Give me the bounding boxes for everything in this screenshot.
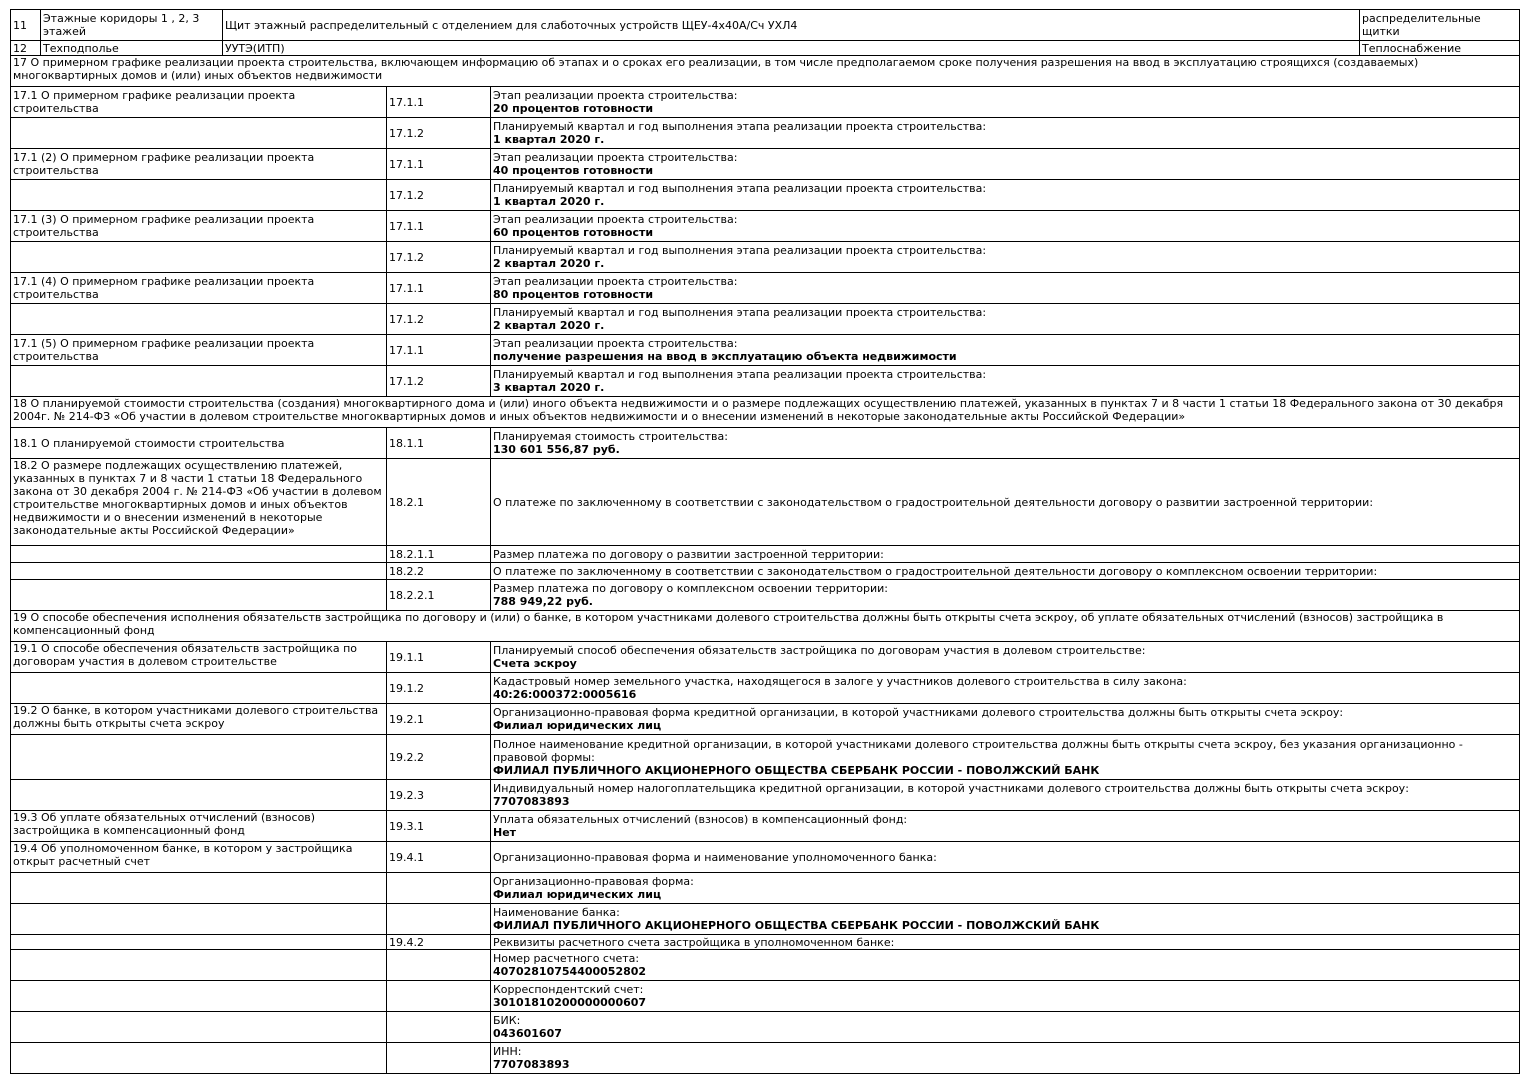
empty-cell <box>387 981 491 1012</box>
field-value: 1 квартал 2020 г. <box>493 133 605 146</box>
field-label: Планируемый квартал и год выполнения этапа реализации проекта строительства: <box>493 368 987 381</box>
section-18-header: 18 О планируемой стоимости строительства (создания) многоквартирного дома и (или) иного объекта недвижимости и о размере подлежащих осуществлению платежей, указанных в пунктах 7 и 8 части 1 статьи 18 Федерального закона от 30 декабря 2004г. № 214-ФЗ «Об участии в долевом строительстве многоквартирных домов и иных объектов недвижимости и о внесении изменений в некоторые законодательные акты Российской Федерации» <box>11 397 1520 428</box>
item-code: 18.2.1.1 <box>387 546 491 563</box>
item-code: 18.2.2 <box>387 563 491 580</box>
bank-cell <box>491 780 1520 811</box>
table-row <box>11 149 1520 180</box>
table-row <box>11 935 1520 950</box>
item-code: 17.1.1 <box>387 335 491 366</box>
empty-cell <box>387 904 491 935</box>
table-row <box>11 459 1520 546</box>
item-code: 19.1.1 <box>387 642 491 673</box>
field-label: Кадастровый номер земельного участка, находящегося в залоге у участников долевого строительства в силу закона: <box>493 675 1187 688</box>
item-code: 17.1.1 <box>387 273 491 304</box>
authorized-bank-cell <box>491 904 1520 935</box>
empty-cell <box>11 780 387 811</box>
field-value: 40:26:000372:0005616 <box>493 688 637 701</box>
section-17-header: 17 О примерном графике реализации проекта строительства, включающем информацию об этапах и о сроках его реализации, в том числе предполагаемом сроке получения разрешения на ввод в эксплуатацию строящихся (создаваемых) многоквартирных домов и (или) иных объектов недвижимости <box>11 56 1520 87</box>
item-code: 19.4.2 <box>387 935 491 950</box>
row-number: 12 <box>11 41 41 56</box>
table-row <box>11 904 1520 935</box>
cost-title: 18.1 О планируемой стоимости строительства <box>11 428 387 459</box>
account-cell <box>491 1012 1520 1043</box>
empty-cell <box>11 1012 387 1043</box>
empty-cell <box>11 735 387 780</box>
guarantee-cell <box>491 642 1520 673</box>
location-cell: Техподполье <box>41 41 223 56</box>
item-code: 17.1.2 <box>387 242 491 273</box>
table-row <box>11 580 1520 611</box>
empty-cell <box>11 366 387 397</box>
stage-cell <box>491 335 1520 366</box>
field-value: 1 квартал 2020 г. <box>493 195 605 208</box>
item-code: 17.1.2 <box>387 304 491 335</box>
table-row <box>11 780 1520 811</box>
field-value: Филиал юридических лиц <box>493 888 662 901</box>
field-label: Планируемый квартал и год выполнения этапа реализации проекта строительства: <box>493 306 987 319</box>
payment-cell: Размер платежа по договору о развитии застроенной территории: <box>491 546 1520 563</box>
empty-cell <box>11 935 387 950</box>
empty-cell <box>11 118 387 149</box>
item-code: 17.1.2 <box>387 366 491 397</box>
account-cell: Реквизиты расчетного счета застройщика в уполномоченном банке: <box>491 935 1520 950</box>
field-label: Планируемый способ обеспечения обязательств застройщика по договорам участия в долевом строительстве: <box>493 644 1146 657</box>
bank-title: 19.2 О банке, в котором участниками долевого строительства должны быть открыты счета эскроу <box>11 704 387 735</box>
empty-cell <box>11 546 387 563</box>
authorized-bank-title: 19.4 Об уполномоченном банке, в котором у застройщика открыт расчетный счет <box>11 842 387 873</box>
fund-title: 19.3 Об уплате обязательных отчислений (взносов) застройщика в компенсационный фонд <box>11 811 387 842</box>
field-value: ФИЛИАЛ ПУБЛИЧНОГО АКЦИОНЕРНОГО ОБЩЕСТВА СБЕРБАНК РОССИИ - ПОВОЛЖСКИЙ БАНК <box>493 919 1100 932</box>
bank-cell <box>491 735 1520 780</box>
stage-cell <box>491 273 1520 304</box>
empty-cell <box>11 563 387 580</box>
field-label: Этап реализации проекта строительства: <box>493 275 738 288</box>
field-label: Корреспондентский счет: <box>493 983 644 996</box>
empty-cell <box>11 180 387 211</box>
field-label: Индивидуальный номер налогоплательщика кредитной организации, в которой участниками долевого строительства должны быть открыты счета эскроу: <box>493 782 1409 795</box>
item-code: 17.1.1 <box>387 149 491 180</box>
authorized-bank-cell: Организационно-правовая форма и наименование уполномоченного банка: <box>491 842 1520 873</box>
account-cell <box>491 981 1520 1012</box>
field-label: Полное наименование кредитной организации, в которой участниками долевого строительства должны быть открыты счета эскроу, без указания организационно - правовой формы: <box>493 737 1463 764</box>
table-row <box>11 118 1520 149</box>
stage-cell <box>491 87 1520 118</box>
item-code: 17.1.2 <box>387 180 491 211</box>
payment-title: 18.2 О размере подлежащих осуществлению платежей, указанных в пунктах 7 и 8 части 1 статьи 18 Федерального закона от 30 декабря 2004 г. № 214-ФЗ «Об участии в долевом строительстве многоквартирных домов и иных объектов недвижимости и о внесении изменений в некоторые законодательные акты Российской Федерации» <box>11 459 387 546</box>
item-code: 19.2.1 <box>387 704 491 735</box>
table-row <box>11 1043 1520 1074</box>
stage-cell <box>491 211 1520 242</box>
field-value: 7707083893 <box>493 1058 570 1071</box>
field-label: ИНН: <box>493 1045 522 1058</box>
field-value: Нет <box>493 826 517 839</box>
table-row <box>11 642 1520 673</box>
table-row <box>11 981 1520 1012</box>
field-label: БИК: <box>493 1014 521 1027</box>
empty-cell <box>11 873 387 904</box>
table-row <box>11 366 1520 397</box>
empty-cell <box>11 981 387 1012</box>
payment-cell: О платеже по заключенному в соответствии с законодательством о градостроительной деятельности договору о развитии застроенной территории: <box>491 459 1520 546</box>
guarantee-title: 19.1 О способе обеспечения обязательств застройщика по договорам участия в долевом строительстве <box>11 642 387 673</box>
field-label: Наименование банка: <box>493 906 620 919</box>
item-code: 17.1.1 <box>387 87 491 118</box>
quarter-cell <box>491 304 1520 335</box>
document-page <box>10 9 1519 1074</box>
table-row <box>11 273 1520 304</box>
field-label: Этап реализации проекта строительства: <box>493 89 738 102</box>
row-number: 11 <box>11 10 41 41</box>
field-label: Этап реализации проекта строительства: <box>493 337 738 350</box>
empty-cell <box>11 242 387 273</box>
field-label: Организационно-правовая форма кредитной организации, в которой участниками долевого строительства должны быть открыты счета эскроу: <box>493 706 1344 719</box>
field-value: 20 процентов готовности <box>493 102 654 115</box>
empty-cell <box>11 1043 387 1074</box>
table-row <box>11 304 1520 335</box>
field-value: 788 949,22 руб. <box>493 595 593 608</box>
stage-title: 17.1 О примерном графике реализации проекта строительства <box>11 87 387 118</box>
quarter-cell <box>491 242 1520 273</box>
section-header-row <box>11 611 1520 642</box>
field-value: получение разрешения на ввод в эксплуатацию объекта недвижимости <box>493 350 957 363</box>
empty-cell <box>11 950 387 981</box>
empty-cell <box>11 304 387 335</box>
quarter-cell <box>491 366 1520 397</box>
stage-title: 17.1 (4) О примерном графике реализации проекта строительства <box>11 273 387 304</box>
section-19-header: 19 О способе обеспечения исполнения обязательств застройщика по договору и (или) о банке, в котором участниками долевого строительства должны быть открыты счета эскроу, об уплате обязательных отчислений (взносов) застройщика в компенсационный фонд <box>11 611 1520 642</box>
stage-title: 17.1 (3) О примерном графике реализации проекта строительства <box>11 211 387 242</box>
field-label: Этап реализации проекта строительства: <box>493 213 738 226</box>
field-value: Филиал юридических лиц <box>493 719 662 732</box>
purpose-cell: Теплоснабжение <box>1360 41 1520 56</box>
table-row <box>11 950 1520 981</box>
field-value: 043601607 <box>493 1027 562 1040</box>
table-row <box>11 335 1520 366</box>
bank-cell <box>491 704 1520 735</box>
field-value: 2 квартал 2020 г. <box>493 319 605 332</box>
equipment-table <box>10 9 1520 56</box>
project-info-table <box>10 55 1520 1074</box>
field-value: 7707083893 <box>493 795 570 808</box>
field-label: Номер расчетного счета: <box>493 952 640 965</box>
table-row <box>11 704 1520 735</box>
section-header-row <box>11 56 1520 87</box>
field-label: Планируемый квартал и год выполнения этапа реализации проекта строительства: <box>493 182 987 195</box>
payment-cell: О платеже по заключенному в соответствии с законодательством о градостроительной деятельности договору о комплексном освоении территории: <box>491 563 1520 580</box>
account-cell <box>491 1043 1520 1074</box>
stage-cell <box>491 149 1520 180</box>
item-code: 19.2.2 <box>387 735 491 780</box>
field-value: 3 квартал 2020 г. <box>493 381 605 394</box>
location-cell: Этажные коридоры 1 , 2, 3 этажей <box>41 10 223 41</box>
field-value: 130 601 556,87 руб. <box>493 443 620 456</box>
field-value: 80 процентов готовности <box>493 288 654 301</box>
field-label: Планируемая стоимость строительства: <box>493 430 728 443</box>
field-label: Уплата обязательных отчислений (взносов) в компенсационный фонд: <box>493 813 908 826</box>
cost-cell <box>491 428 1520 459</box>
empty-cell <box>11 904 387 935</box>
field-label: Этап реализации проекта строительства: <box>493 151 738 164</box>
table-row <box>11 1012 1520 1043</box>
item-code: 19.1.2 <box>387 673 491 704</box>
empty-cell <box>387 950 491 981</box>
item-code: 17.1.1 <box>387 211 491 242</box>
item-code: 17.1.2 <box>387 118 491 149</box>
item-code: 19.3.1 <box>387 811 491 842</box>
table-row <box>11 563 1520 580</box>
quarter-cell <box>491 118 1520 149</box>
field-value: 60 процентов готовности <box>493 226 654 239</box>
table-row <box>11 242 1520 273</box>
table-row <box>11 428 1520 459</box>
empty-cell <box>387 1043 491 1074</box>
field-label: Планируемый квартал и год выполнения этапа реализации проекта строительства: <box>493 120 987 133</box>
table-row <box>11 842 1520 873</box>
account-cell <box>491 950 1520 981</box>
cadastral-cell <box>491 673 1520 704</box>
purpose-cell: распределительные щитки <box>1360 10 1520 41</box>
table-row <box>11 87 1520 118</box>
field-value: 30101810200000000607 <box>493 996 647 1009</box>
field-label: Размер платежа по договору о комплексном освоении территории: <box>493 582 888 595</box>
equipment-cell: Щит этажный распределительный с отделением для слаботочных устройств ЩЕУ-4х40А/Сч УХЛ4 <box>223 10 1360 41</box>
field-label: Организационно-правовая форма: <box>493 875 694 888</box>
stage-title: 17.1 (5) О примерном графике реализации проекта строительства <box>11 335 387 366</box>
field-value: 40702810754400052802 <box>493 965 647 978</box>
table-row <box>11 735 1520 780</box>
quarter-cell <box>491 180 1520 211</box>
field-value: Счета эскроу <box>493 657 577 670</box>
table-row <box>11 673 1520 704</box>
field-value: 2 квартал 2020 г. <box>493 257 605 270</box>
table-row <box>11 10 1520 41</box>
item-code: 19.2.3 <box>387 780 491 811</box>
item-code: 19.4.1 <box>387 842 491 873</box>
equipment-cell: УУТЭ(ИТП) <box>223 41 1360 56</box>
empty-cell <box>11 580 387 611</box>
payment-cell <box>491 580 1520 611</box>
item-code: 18.2.1 <box>387 459 491 546</box>
item-code: 18.1.1 <box>387 428 491 459</box>
table-row <box>11 873 1520 904</box>
table-row <box>11 180 1520 211</box>
authorized-bank-cell <box>491 873 1520 904</box>
table-row <box>11 211 1520 242</box>
field-label: Планируемый квартал и год выполнения этапа реализации проекта строительства: <box>493 244 987 257</box>
fund-cell <box>491 811 1520 842</box>
table-row <box>11 41 1520 56</box>
field-value: 40 процентов готовности <box>493 164 654 177</box>
item-code: 18.2.2.1 <box>387 580 491 611</box>
field-value: ФИЛИАЛ ПУБЛИЧНОГО АКЦИОНЕРНОГО ОБЩЕСТВА СБЕРБАНК РОССИИ - ПОВОЛЖСКИЙ БАНК <box>493 763 1100 777</box>
table-row <box>11 546 1520 563</box>
empty-cell <box>387 1012 491 1043</box>
table-row <box>11 811 1520 842</box>
empty-cell <box>387 873 491 904</box>
stage-title: 17.1 (2) О примерном графике реализации проекта строительства <box>11 149 387 180</box>
empty-cell <box>11 673 387 704</box>
section-header-row <box>11 397 1520 428</box>
